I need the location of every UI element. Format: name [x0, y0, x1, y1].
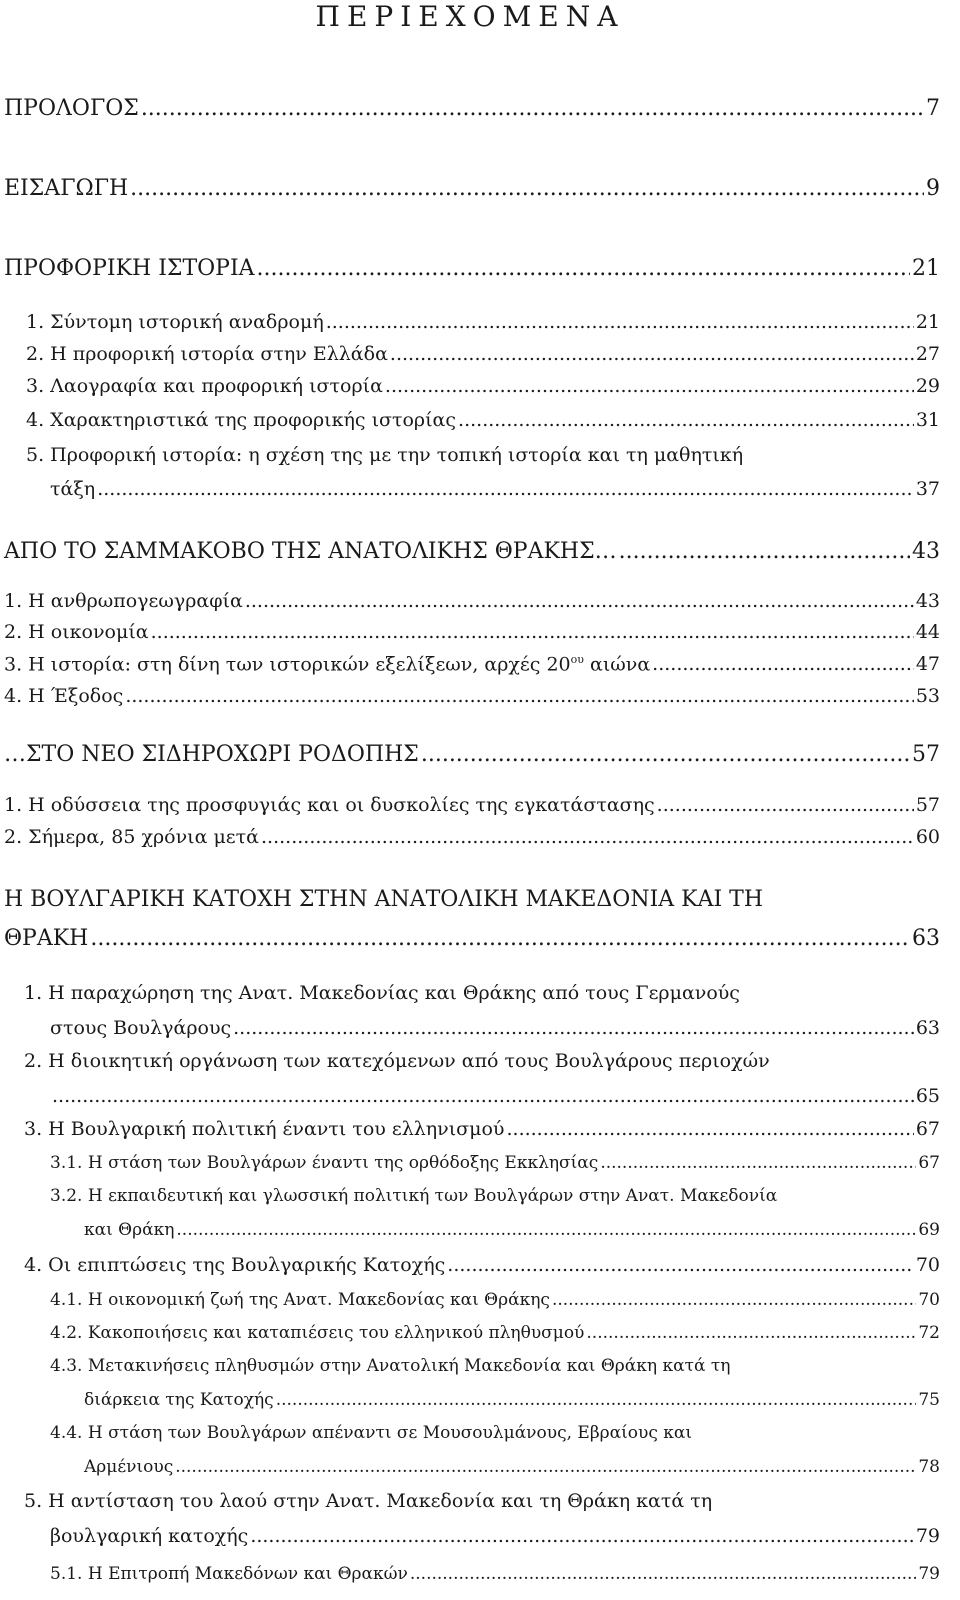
toc-entry-page: 27 [915, 343, 940, 365]
toc-entry-label: 2. Η οικονομία [4, 621, 149, 643]
dot-leader [261, 826, 914, 848]
toc-entry-label: 4. Οι επιπτώσεις της Βουλγαρικής Κατοχής [24, 1254, 446, 1276]
dot-leader [410, 1564, 917, 1584]
toc-entry-page: 70 [918, 1290, 940, 1310]
toc-entry-page: 43 [912, 539, 940, 564]
toc-entry-section [4, 539, 940, 564]
toc-entry-page: 79 [918, 1564, 940, 1584]
toc-entry-label-line1: 2. Η διοικητική οργάνωση των κατεχόμενων από τους Βουλγάρους περιοχών [24, 1050, 770, 1072]
toc-entry [50, 1323, 940, 1343]
dot-leader [447, 1254, 914, 1276]
toc-entry-page: 60 [915, 826, 940, 848]
dot-leader [52, 1085, 914, 1107]
toc-entry [50, 1564, 940, 1584]
toc-entry-label-line2: Αρμένιους [84, 1457, 174, 1477]
toc-entry-label-line2: ΘΡΑΚΗ [4, 926, 89, 951]
toc-entry [24, 1254, 940, 1276]
toc-entry [24, 1118, 940, 1140]
toc-entry-page: 29 [915, 375, 940, 397]
toc-entry [50, 1290, 940, 1310]
toc-entry-label-tail: αιώνα [583, 653, 651, 676]
page-title: ΠΕΡΙΕΧΟΜΕΝΑ [315, 0, 625, 33]
toc-entry-page: 63 [912, 926, 940, 951]
toc-entry-page: 57 [915, 794, 940, 816]
toc-entry-label-line1: 4.3. Μετακινήσεις πληθυσμών στην Ανατολική Μακεδονία και Θράκη κατά τη [50, 1356, 731, 1376]
dot-leader [385, 375, 914, 397]
toc-entry-label: …ΣΤΟ ΝΕΟ ΣΙΔΗΡΟΧΩΡΙ ΡΟΔΟΠΗΣ [4, 742, 419, 767]
dot-leader [619, 539, 910, 564]
toc-entry-label: 4. Η Έξοδος [4, 685, 124, 707]
dot-leader [245, 590, 914, 612]
toc-entry-label-line1: 5. Προφορική ιστορία: η σχέση της με την τοπική ιστορία και τη μαθητική [26, 444, 744, 466]
toc-entry-label: 4.1. Η οικονομική ζωή της Ανατ. Μακεδονίας και Θράκης [50, 1290, 550, 1310]
toc-entry [26, 343, 940, 365]
toc-entry-label-line1: 3.2. Η εκπαιδευτική και γλωσσική πολιτική των Βουλγάρων στην Ανατ. Μακεδονία [50, 1186, 778, 1206]
dot-leader [506, 1118, 913, 1140]
dot-leader [233, 1017, 914, 1039]
dot-leader [552, 1290, 916, 1310]
dot-leader [421, 742, 910, 767]
toc-entry-label: ΕΙΣΑΓΩΓΗ [4, 176, 129, 201]
toc-entry-page: 9 [926, 176, 940, 201]
dot-leader [276, 1390, 917, 1410]
toc-entry [4, 653, 940, 675]
toc-entry-section [4, 926, 940, 951]
toc-entry [26, 409, 940, 431]
toc-entry-label-line2: στους Βουλγάρους [50, 1017, 232, 1039]
toc-entry-page: 57 [912, 742, 940, 767]
toc-entry-page: 37 [915, 478, 940, 500]
dot-leader [175, 1457, 916, 1477]
toc-entry-page: 31 [915, 409, 940, 431]
dot-leader [326, 311, 914, 333]
toc-entry [50, 1153, 940, 1173]
toc-entry [50, 1017, 940, 1039]
dot-leader [657, 794, 914, 816]
toc-entry-page: 43 [915, 590, 940, 612]
toc-entry-label-line1: 5. Η αντίσταση του λαού στην Ανατ. Μακεδονία και τη Θράκη κατά τη [24, 1490, 713, 1512]
toc-entry-label: ΠΡΟΦΟΡΙΚΗ ΙΣΤΟΡΙΑ [4, 256, 255, 281]
toc-entry-label: 1. Σύντομη ιστορική αναδρομή [26, 311, 324, 333]
toc-entry-label: 2. Σήμερα, 85 χρόνια μετά [4, 826, 259, 848]
toc-entry-label: ΑΠΟ ΤΟ ΣΑΜΜΑΚΟΒΟ ΤΗΣ ΑΝΑΤΟΛΙΚΗΣ ΘΡΑΚΗΣ… [4, 539, 617, 564]
toc-entry-page: 21 [912, 256, 940, 281]
toc-entry-label: 1. Η οδύσσεια της προσφυγιάς και οι δυσκολίες της εγκατάστασης [4, 794, 655, 816]
toc-entry-page: 7 [926, 96, 940, 121]
toc-entry-label-line2: διάρκεια της Κατοχής [84, 1390, 274, 1410]
toc-entry-label: 4.2. Κακοποιήσεις και καταπιέσεις του ελληνικού πληθυσμού [50, 1323, 585, 1343]
toc-entry-label-main: 3. Η ιστορία: στη δίνη των ιστορικών εξελίξεων, αρχές 20 [4, 653, 571, 676]
toc-entry [50, 1085, 940, 1107]
toc-entry-page: 69 [918, 1220, 940, 1240]
dot-leader [600, 1153, 916, 1173]
toc-entry [4, 685, 940, 707]
toc-entry-page: 65 [915, 1085, 940, 1107]
toc-entry-label: 4. Χαρακτηριστικά της προφορικής ιστορίας [26, 409, 457, 431]
toc-entry-page: 79 [915, 1525, 940, 1547]
dot-leader [250, 1525, 914, 1547]
toc-entry-page: 72 [918, 1323, 940, 1343]
toc-entry-page: 75 [918, 1390, 940, 1410]
toc-entry-page: 53 [915, 685, 940, 707]
dot-leader [586, 1323, 916, 1343]
toc-entry-section-line1: Η ΒΟΥΛΓΑΡΙΚΗ ΚΑΤΟΧΗ ΣΤΗΝ ΑΝΑΤΟΛΙΚΗ ΜΑΚΕΔΟΝΙΑ ΚΑΙ ΤΗ [4, 887, 764, 912]
dot-leader [652, 653, 914, 675]
dot-leader [125, 685, 914, 707]
toc-entry [4, 590, 940, 612]
toc-entry [84, 1390, 940, 1410]
toc-entry [26, 375, 940, 397]
toc-entry-label: 3. Λαογραφία και προφορική ιστορία [26, 375, 383, 397]
toc-entry [50, 1525, 940, 1547]
toc-entry-page: 78 [918, 1457, 940, 1477]
toc-entry-label-line1: 1. Η παραχώρηση της Ανατ. Μακεδονίας και Θράκης από τους Γερμανούς [24, 982, 740, 1004]
toc-entry [84, 1457, 940, 1477]
superscript: ου [570, 653, 584, 666]
toc-entry-label: 5.1. Η Επιτροπή Μακεδόνων και Θρακών [50, 1564, 408, 1584]
toc-entry-label-line2: τάξη [50, 478, 96, 500]
toc-entry-section [4, 742, 940, 767]
toc-entry [84, 1220, 940, 1240]
toc-entry-page: 70 [915, 1254, 940, 1276]
dot-leader [141, 96, 924, 121]
dot-leader [458, 409, 914, 431]
toc-entry [4, 794, 940, 816]
toc-entry-page: 21 [915, 311, 940, 333]
toc-entry-page: 67 [915, 1118, 940, 1140]
toc-entry-label-line1: 4.4. Η στάση των Βουλγάρων απέναντι σε Μουσουλμάνους, Εβραίους και [50, 1423, 693, 1443]
dot-leader [151, 621, 914, 643]
toc-entry-introduction [4, 176, 940, 201]
dot-leader [90, 926, 910, 951]
dot-leader [130, 176, 924, 201]
dot-leader [390, 343, 914, 365]
toc-entry-page: 47 [915, 653, 940, 676]
toc-entry-page: 67 [918, 1153, 940, 1173]
toc-entry-page: 63 [915, 1017, 940, 1039]
toc-entry [4, 826, 940, 848]
toc-entry [26, 311, 940, 333]
toc-entry-section [4, 256, 940, 281]
dot-leader [176, 1220, 916, 1240]
toc-entry-label: 3.1. Η στάση των Βουλγάρων έναντι της ορθόδοξης Εκκλησίας [50, 1153, 599, 1173]
dot-leader [97, 478, 914, 500]
toc-entry-label: 3. Η Βουλγαρική πολιτική έναντι του ελληνισμού [24, 1118, 505, 1140]
toc-entry-label: 2. Η προφορική ιστορία στην Ελλάδα [26, 343, 388, 365]
toc-entry-prologue [4, 96, 940, 121]
toc-entry-label: ΠΡΟΛΟΓΟΣ [4, 96, 139, 121]
toc-entry-label [4, 653, 650, 675]
toc-entry-label: 1. Η ανθρωπογεωγραφία [4, 590, 243, 612]
toc-entry [4, 621, 940, 643]
toc-entry-page: 44 [915, 621, 940, 643]
toc-entry-label-line2: βουλγαρική κατοχής [50, 1525, 249, 1547]
toc-entry [50, 478, 940, 500]
dot-leader [257, 256, 910, 281]
toc-entry-label-line2: και Θράκη [84, 1220, 175, 1240]
